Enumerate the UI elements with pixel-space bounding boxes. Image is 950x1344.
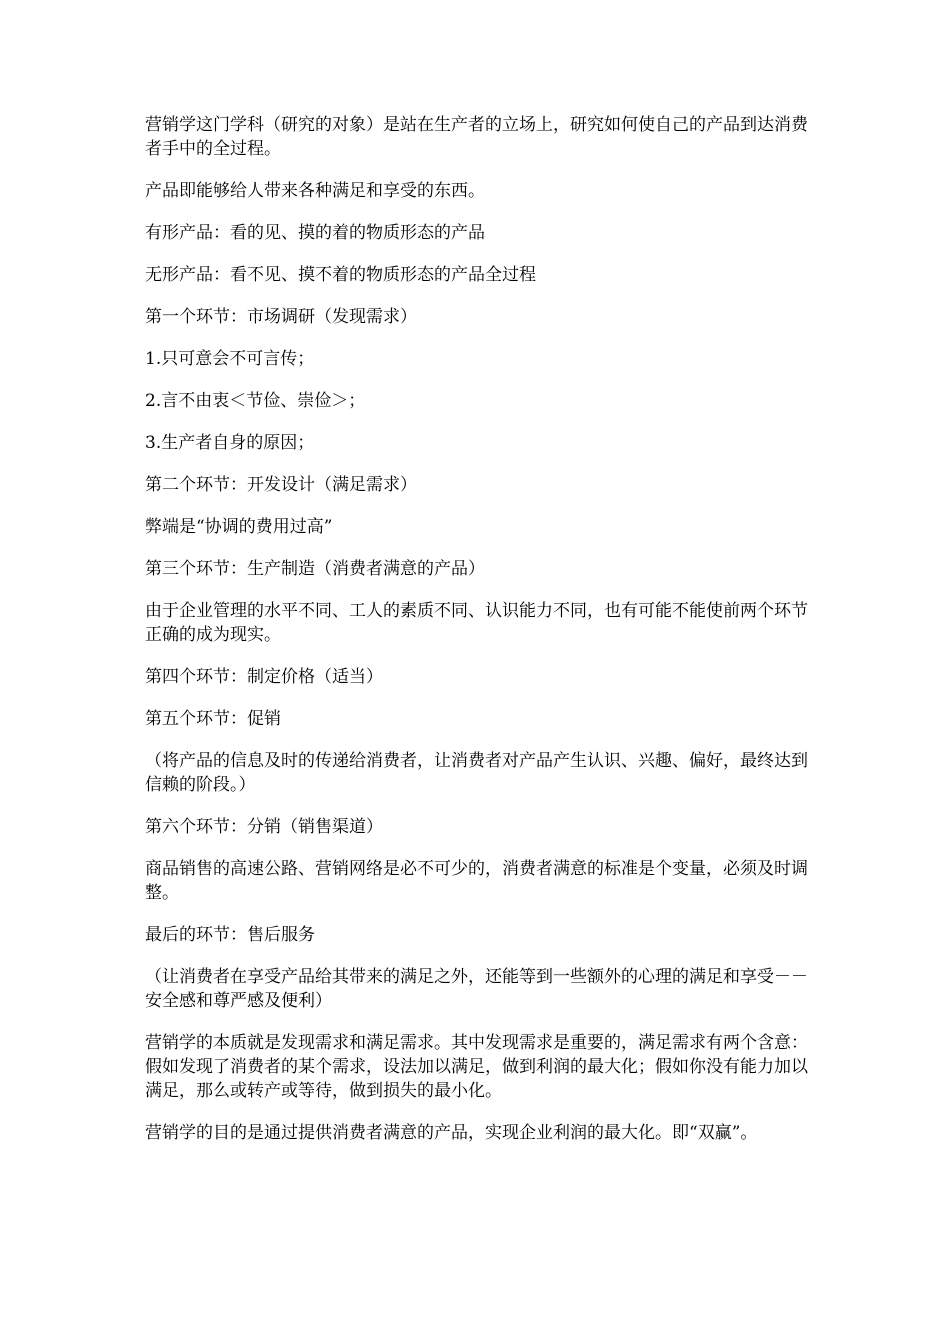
paragraph-step-1-item-1: 1.只可意会不可言传；	[145, 349, 315, 369]
paragraph-step-5-heading: 第五个环节：促销	[145, 709, 281, 729]
paragraph-final-step-heading: 最后的环节：售后服务	[145, 925, 315, 945]
paragraph-intangible-product: 无形产品：看不见、摸不着的物质形态的产品全过程	[145, 265, 536, 285]
paragraph-step-2-heading: 第二个环节：开发设计（满足需求）	[145, 475, 417, 495]
paragraph-step-4-heading: 第四个环节：制定价格（适当）	[145, 667, 383, 687]
paragraph-step-1-item-3: 3.生产者自身的原因；	[145, 433, 315, 453]
paragraph-step-5-note: （将产品的信息及时的传递给消费者，让消费者对产品产生认识、兴趣、偏好，最终达到信赖的阶段。）	[145, 751, 808, 795]
paragraph-purpose: 营销学的目的是通过提供消费者满意的产品，实现企业利润的最大化。即“双赢”。	[145, 1123, 758, 1143]
paragraph-step-1-item-2: 2.言不由衷＜节俭、崇俭＞；	[145, 391, 366, 411]
paragraph-step-6-note: 商品销售的高速公路、营销网络是必不可少的，消费者满意的标准是个变量，必须及时调整。	[145, 859, 808, 903]
paragraph-intro: 营销学这门学科（研究的对象）是站在生产者的立场上，研究如何使自己的产品到达消费者手中的全过程。	[145, 115, 808, 159]
paragraph-step-1-heading: 第一个环节：市场调研（发现需求）	[145, 307, 417, 327]
paragraph-step-2-note: 弊端是“协调的费用过高”	[145, 517, 333, 537]
paragraph-final-step-note: （让消费者在享受产品给其带来的满足之外，还能等到一些额外的心理的满足和享受－－安全感和尊严感及便利）	[145, 967, 808, 1011]
paragraph-step-3-heading: 第三个环节：生产制造（消费者满意的产品）	[145, 559, 485, 579]
paragraph-product-definition: 产品即能够给人带来各种满足和享受的东西。	[145, 181, 485, 201]
paragraph-step-6-heading: 第六个环节：分销（销售渠道）	[145, 817, 383, 837]
paragraph-step-3-note: 由于企业管理的水平不同、工人的素质不同、认识能力不同，也有可能不能使前两个环节正确的成为现实。	[145, 601, 808, 645]
document-body	[145, 113, 810, 1163]
paragraph-tangible-product: 有形产品：看的见、摸的着的物质形态的产品	[145, 223, 485, 243]
paragraph-essence: 营销学的本质就是发现需求和满足需求。其中发现需求是重要的，满足需求有两个含意：假如发现了消费者的某个需求，设法加以满足，做到利润的最大化；假如你没有能力加以满足，那么或转产或等待，做到损失的最小化。	[145, 1033, 808, 1101]
